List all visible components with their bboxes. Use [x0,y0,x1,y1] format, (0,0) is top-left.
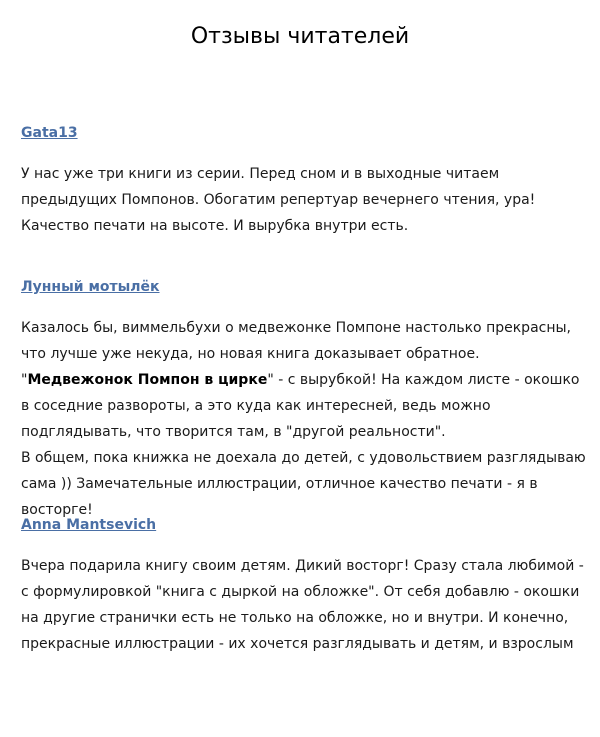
review-item [21,514,587,657]
review-paragraph [21,315,587,445]
review-author-link[interactable]: Лунный мотылёк [21,279,160,295]
review-text [21,161,587,239]
review-paragraph: В общем, пока книжка не доехала до детей, с удовольствием разглядываю сама )) Замечательные иллюстрации, отличное качество печати - я в восторге! [21,450,586,518]
book-title-bold: Медвежонок Помпон в цирке [27,372,268,388]
review-text [21,315,587,523]
page-title: Отзывы читателей [190,24,410,49]
review-author-link[interactable]: Gata13 [21,125,78,141]
review-text-segment: " - с вырубкой! На каждом листе - окошко в соседние развороты, а это куда как интересней, ведь можно подглядывать, что творится там, в "другой реальности". [21,372,580,440]
review-item [21,276,587,523]
review-paragraph: Вчера подарила книгу своим детям. Дикий восторг! Сразу стала любимой - с формулировкой "книга с дыркой на обложке". От себя добавлю - окошки на другие странички есть не только на обложке, но и внутри. И конечно, прекрасные иллюстрации - их хочется разглядывать и детям, и взрослым [21,558,584,652]
review-text-segment: Казалось бы, виммельбухи о медвежонке Помпоне настолько прекрасны, что лучше уже некуда, но новая книга доказывает обратное. " [21,320,572,388]
review-author-link[interactable]: Anna Mantsevich [21,517,157,533]
review-paragraph: Качество печати на высоте. И вырубка внутри есть. [21,218,409,234]
review-paragraph: У нас уже три книги из серии. Перед сном и в выходные читаем предыдущих Помпонов. Обогатим репертуар вечернего чтения, ура! [21,166,536,208]
review-text [21,553,587,657]
review-item [21,122,587,239]
